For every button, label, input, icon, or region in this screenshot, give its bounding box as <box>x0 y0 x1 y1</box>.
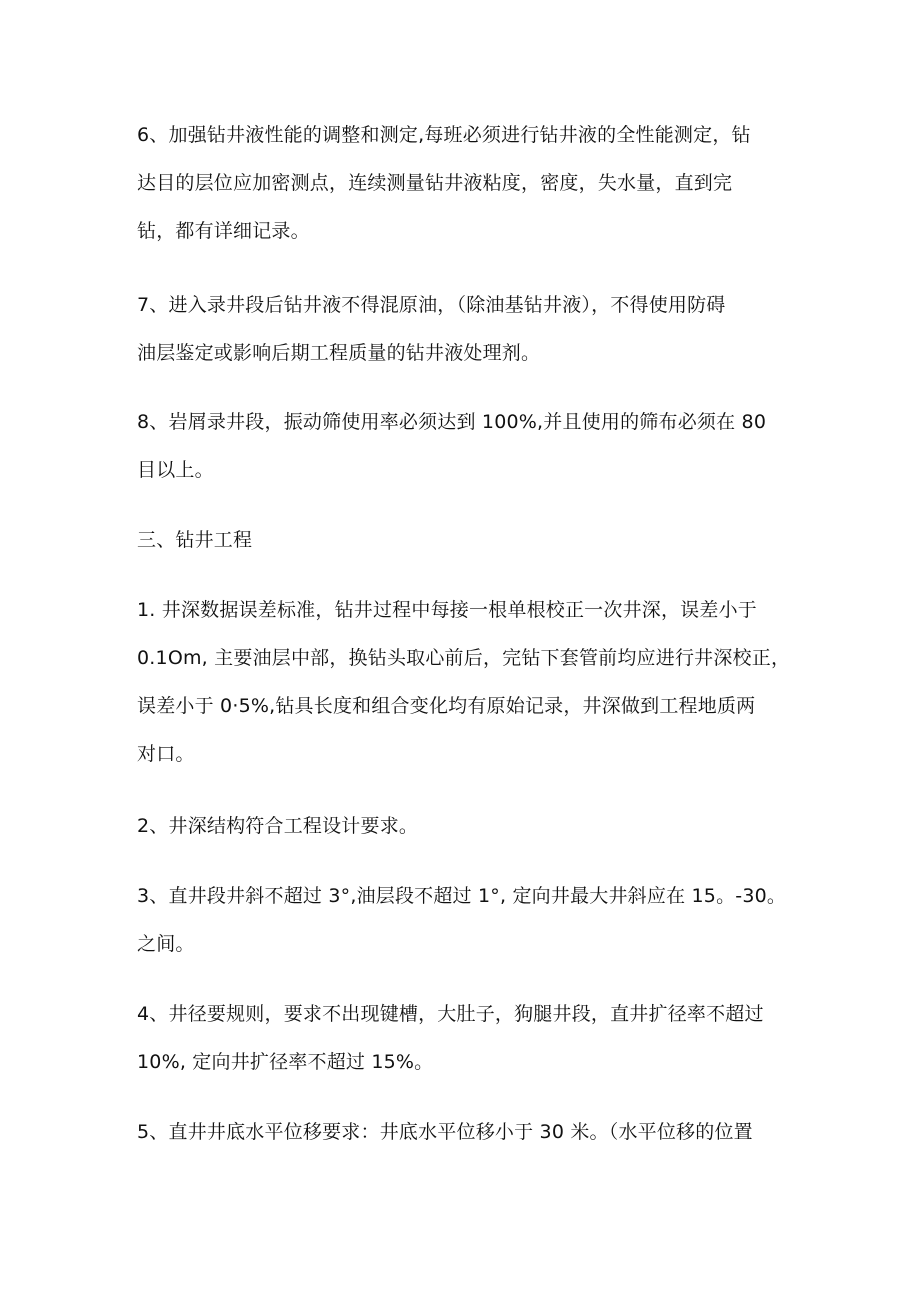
text-line: 对口。 <box>137 743 195 765</box>
paragraph-item-s3-2 <box>137 812 797 840</box>
paragraph-item-s3-4 <box>137 1000 797 1076</box>
paragraph-item-s3-1 <box>137 596 797 768</box>
text-line: 误差小于 0·5%,钻具长度和组合变化均有原始记录，井深做到工程地质两 <box>137 695 756 717</box>
paragraph-item-s3-3 <box>137 882 797 958</box>
text-line: 之间。 <box>137 933 195 955</box>
text-line: 达目的层位应加密测点，连续测量钻井液粘度，密度，失水量，直到完 <box>137 172 733 194</box>
text-line: 6、加强钻井液性能的调整和测定,每班必须进行钻井液的全性能测定，钻 <box>137 124 751 146</box>
text-line: 10%, 定向井扩径率不超过 15%。 <box>137 1051 434 1073</box>
text-line: 5、直井井底水平位移要求：井底水平位移小于 30 米。（水平位移的位置 <box>137 1121 753 1143</box>
section-heading <box>137 526 797 554</box>
paragraph-item-6 <box>137 121 797 245</box>
paragraph-item-7 <box>137 291 797 367</box>
text-line: 4、井径要规则，要求不出现键槽，大肚子，狗腿井段，直井扩径率不超过 <box>137 1003 764 1025</box>
paragraph-item-8 <box>137 408 797 484</box>
text-line: 0.1Om, 主要油层中部，换钻头取心前后，完钻下套管前均应进行井深校正， <box>137 647 791 669</box>
text-line: 目以上。 <box>137 459 214 481</box>
section-title: 三、钻井工程 <box>137 529 253 551</box>
text-line: 3、直井段井斜不超过 3°,油层段不超过 1°, 定向井最大井斜应在 15。-30。 <box>137 885 787 907</box>
paragraph-item-s3-5 <box>137 1118 797 1146</box>
text-line: 油层鉴定或影响后期工程质量的钻井液处理剂。 <box>137 342 541 364</box>
text-line: 8、岩屑录井段，振动筛使用率必须达到 100%,并且使用的筛布必须在 80 <box>137 411 767 433</box>
text-line: 7、进入录井段后钻井液不得混原油，（除油基钻井液），不得使用防碍 <box>137 294 726 316</box>
text-line: 1. 井深数据误差标准，钻井过程中每接一根单根校正一次井深，误差小于 <box>137 599 757 621</box>
text-line: 钻，都有详细记录。 <box>137 220 310 242</box>
text-line: 2、井深结构符合工程设计要求。 <box>137 815 419 837</box>
